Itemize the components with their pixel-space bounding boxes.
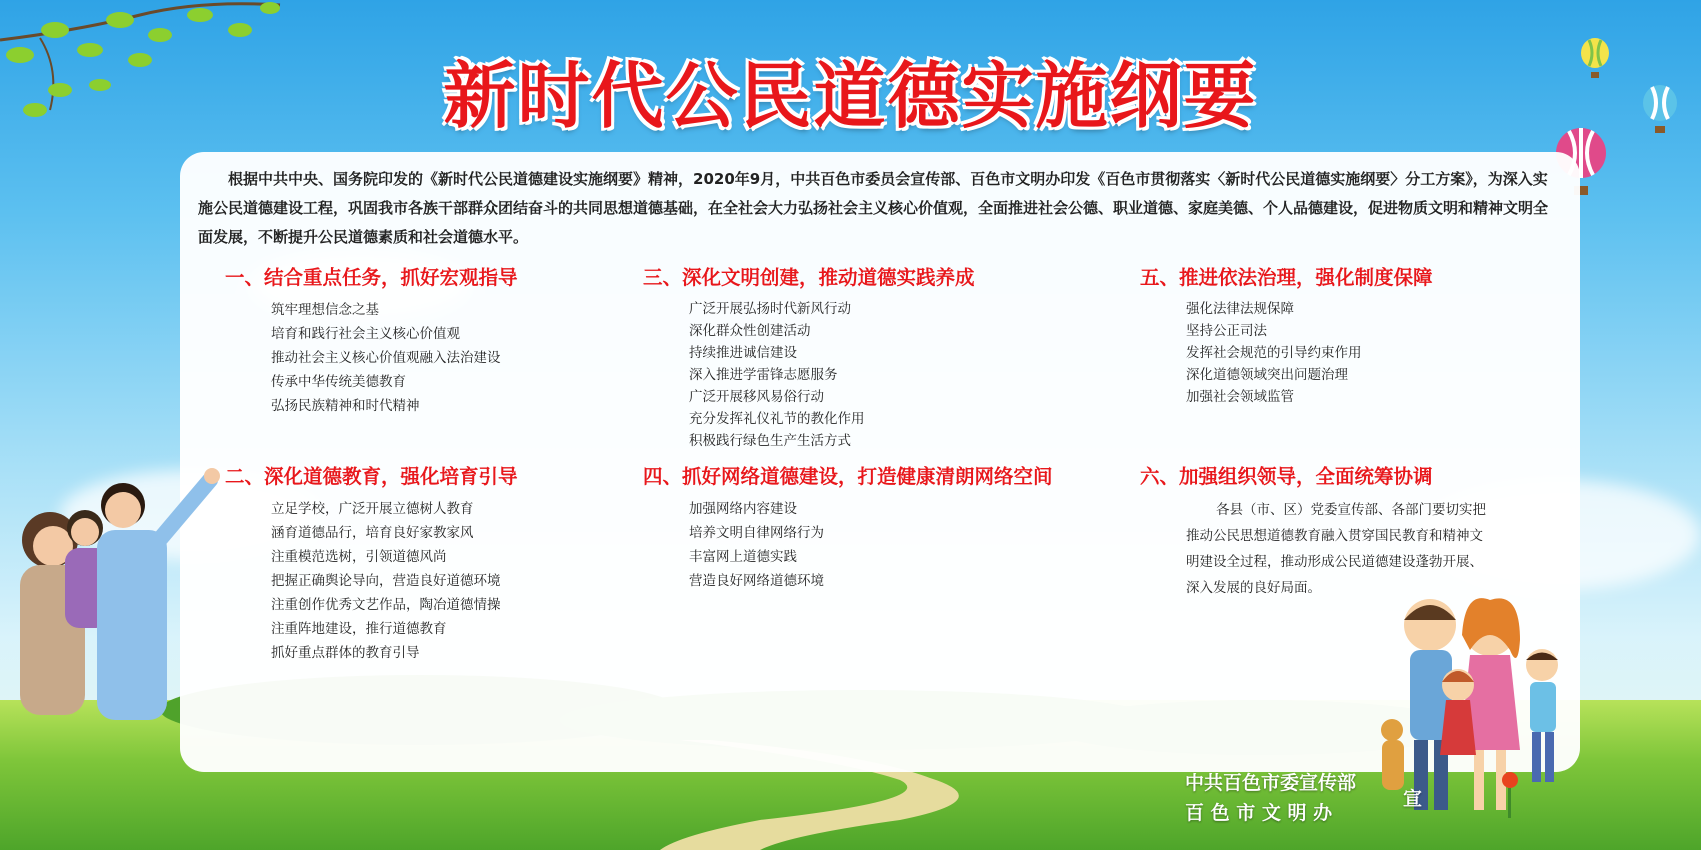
list-item: 培养文明自律网络行为 [689,525,824,541]
list-item: 培育和践行社会主义核心价值观 [271,326,460,342]
list-item: 营造良好网络道德环境 [689,573,824,589]
publisher-signature [1185,768,1423,828]
section-paragraph: 各县（市、区）党委宣传部、各部门要切实把推动公民思想道德教育融入贯穿国民教育和精神文明建设全过程，推动形成公民道德建设蓬勃开展、深入发展的良好局面。 [1186,502,1486,596]
section-heading: 六、加强组织领导，全面统筹协调 [1140,465,1433,488]
list-item: 深化群众性创建活动 [689,323,811,339]
list-item: 加强网络内容建设 [689,501,797,517]
list-item: 广泛开展弘扬时代新风行动 [689,301,851,317]
list-item: 弘扬民族精神和时代精神 [271,398,420,414]
section-2 [225,461,518,665]
list-item: 坚持公正司法 [1186,323,1267,339]
poster-title: 新时代公民道德实施纲要 [443,54,1258,138]
list-item: 加强社会领域监管 [1186,389,1294,405]
list-item: 广泛开展移风易俗行动 [689,389,824,405]
list-item: 发挥社会规范的引导约束作用 [1186,345,1362,361]
list-item: 筑牢理想信念之基 [271,302,379,318]
publisher-suffix: 宣 [1403,788,1423,810]
list-item: 深入推进学雷锋志愿服务 [689,367,838,383]
list-item: 立足学校，广泛开展立德树人教育 [271,501,474,517]
list-item: 传承中华传统美德教育 [271,374,406,390]
list-item: 把握正确舆论导向，营造良好道德环境 [271,573,501,589]
section-3 [643,262,975,452]
section-6 [1140,461,1486,601]
intro-paragraph: 根据中共中央、国务院印发的《新时代公民道德建设实施纲要》精神，2020年9月，中共百色市委员会宣传部、百色市文明办印发《百色市贯彻落实〈新时代公民道德实施纲要〉分工方案》，为深入实施公民道德建设工程，巩固我市各族干部群众团结奋斗的共同思想道德基础，在全社会大力弘扬社会主义核心价值观，全面推进社会公德、职业道德、家庭美德、个人品德建设，促进物质文明和精神文明全面发展，不断提升公民道德素质和社会道德水平。 [198,170,1549,246]
list-item: 抓好重点群体的教育引导 [271,645,420,661]
list-item: 注重阵地建设，推行道德教育 [271,621,447,637]
section-5 [1140,262,1433,408]
list-item: 涵育道德品行，培育良好家教家风 [271,525,474,541]
section-heading: 四、抓好网络道德建设，打造健康清朗网络空间 [643,465,1053,488]
section-heading: 五、推进依法治理，强化制度保障 [1140,266,1433,289]
publisher-line-2: 百 色 市 文 明 办 [1185,802,1333,824]
family-photo-illustration [5,460,235,740]
list-item: 丰富网上道德实践 [689,549,797,565]
list-item: 强化法律法规保障 [1186,301,1294,317]
list-item: 充分发挥礼仪礼节的教化作用 [689,411,865,427]
section-heading: 三、深化文明创建，推动道德实践养成 [643,266,975,289]
publisher-line-1: 中共百色市委宣传部 [1185,772,1357,794]
list-item: 深化道德领域突出问题治理 [1186,367,1348,383]
list-item: 积极践行绿色生产生活方式 [689,433,851,449]
list-item: 注重模范选树，引领道德风尚 [271,549,447,565]
list-item: 推动社会主义核心价值观融入法治建设 [271,350,501,366]
section-heading: 二、深化道德教育，强化培育引导 [225,465,518,488]
section-1 [225,262,518,418]
section-heading: 一、结合重点任务，抓好宏观指导 [225,266,518,289]
section-4 [643,461,1053,593]
list-item: 注重创作优秀文艺作品，陶冶道德情操 [271,597,501,613]
list-item: 持续推进诚信建设 [689,345,797,361]
